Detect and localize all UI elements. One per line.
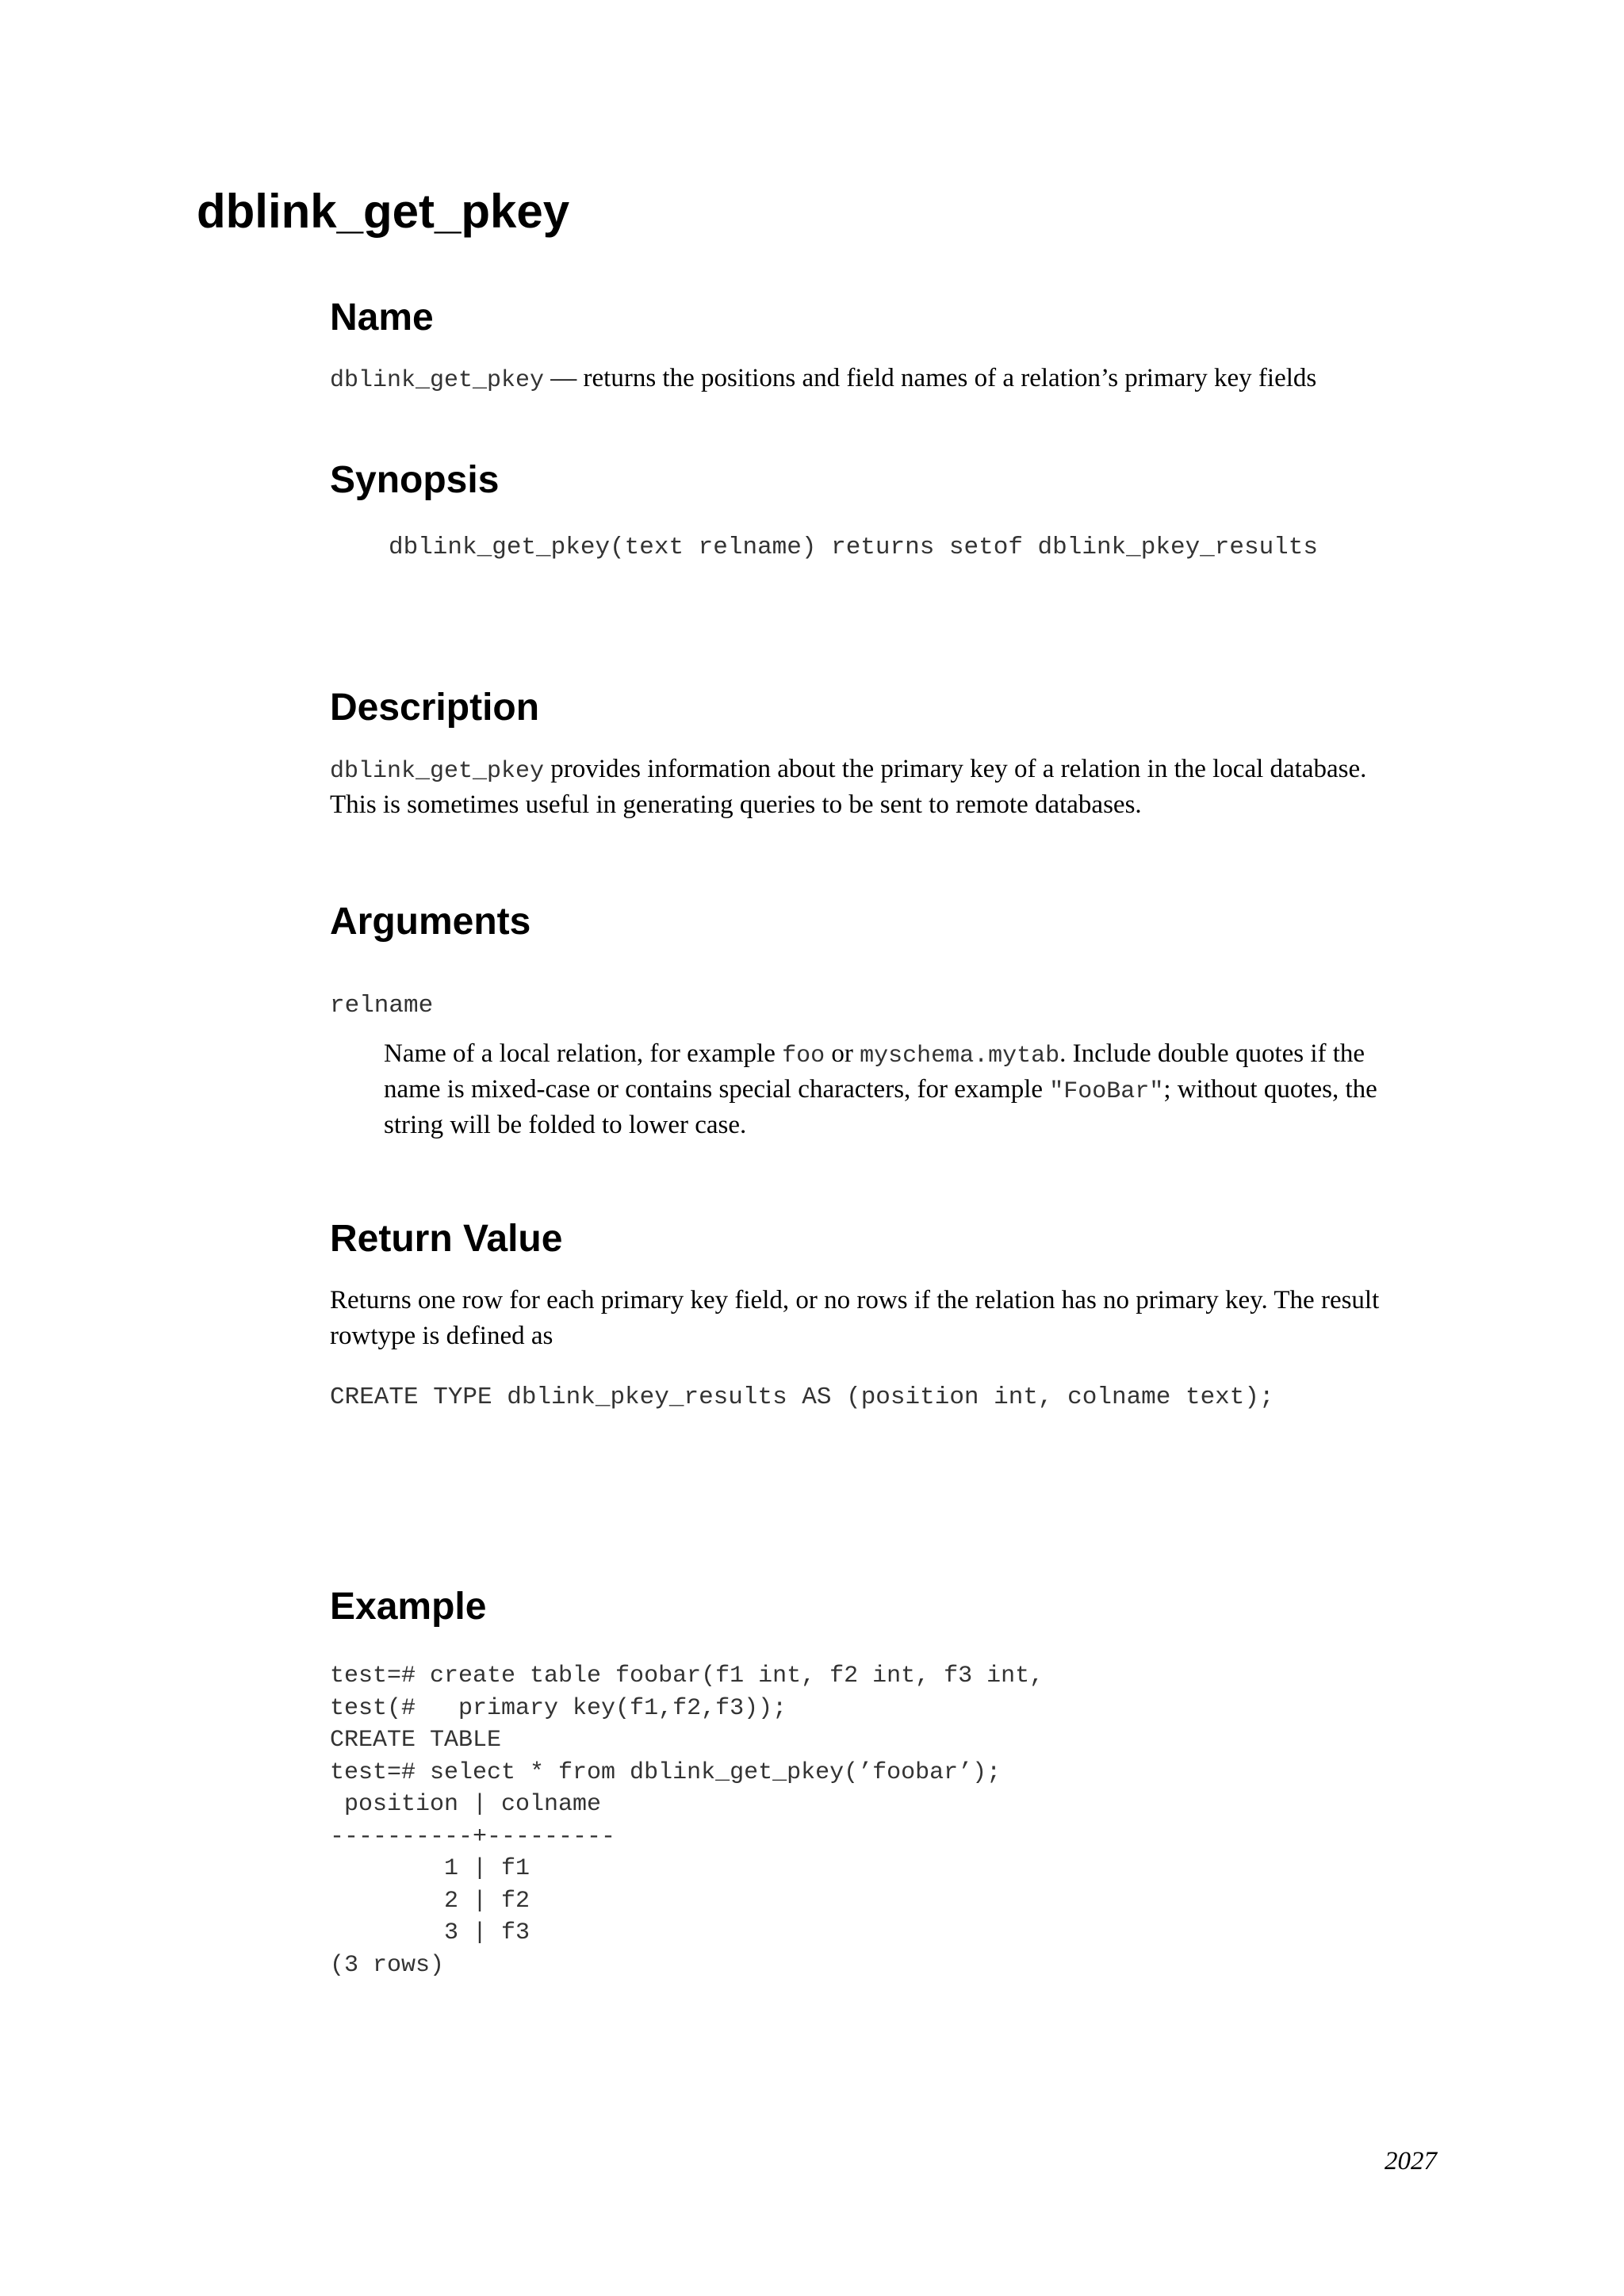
argument-desc-1a: Name of a local relation, for example [384,1039,783,1068]
return-type-code: CREATE TYPE dblink_pkey_results AS (position int, colname text); [330,1383,1274,1411]
argument-desc-line-3: string will be folded to lower case. [384,1111,747,1139]
return-text-1: Returns one row for each primary key field, or no rows if the relation has no primary key. The result [330,1286,1380,1314]
argument-desc-line-1 [384,1036,1438,1074]
example-heading: Example [330,1586,487,1628]
argument-desc-2b: ; without quotes, the [1163,1075,1377,1104]
name-heading: Name [330,297,434,339]
argument-desc-1b: or [825,1039,860,1068]
description-line-2: This is sometimes useful in generating queries to be sent to remote databases. [330,790,1142,819]
name-summary: — returns the positions and field names of a relation’s primary key fields [544,364,1317,392]
arguments-heading: Arguments [330,901,531,943]
code-foobar: "FooBar" [1049,1078,1164,1105]
description-function: dblink_get_pkey [330,758,545,785]
return-text-2: rowtype is defined as [330,1322,553,1350]
description-line-1 [330,752,1440,790]
argument-desc-1c: . Include double quotes if the [1059,1039,1365,1068]
synopsis-code: dblink_get_pkey(text relname) returns setof dblink_pkey_results [389,534,1318,561]
description-text-1: provides information about the primary key of a relation in the local database. [544,755,1367,783]
code-foo: foo [782,1043,825,1070]
example-code-block: test=# create table foobar(f1 int, f2 int, f3 int, test(# primary key(f1,f2,f3)); CREATE TABLE test=# select * from dblink_get_pkey(’foobar’); position | colname ----------+--------- 1 | f1 2 | f2 3 | f3 (3 rows) [330,1663,1044,1979]
name-function: dblink_get_pkey [330,367,545,394]
page-number: 2027 [1385,2147,1437,2175]
synopsis-heading: Synopsis [330,459,500,501]
argument-desc-line-2 [384,1072,1438,1110]
code-myschema: myschema.mytab [860,1043,1060,1070]
page-title: dblink_get_pkey [197,185,570,238]
return-value-heading: Return Value [330,1218,563,1260]
description-heading: Description [330,687,540,729]
name-line [330,361,1440,399]
argument-name: relname [330,992,434,1020]
argument-desc-2a: name is mixed-case or contains special characters, for example [384,1075,1050,1104]
